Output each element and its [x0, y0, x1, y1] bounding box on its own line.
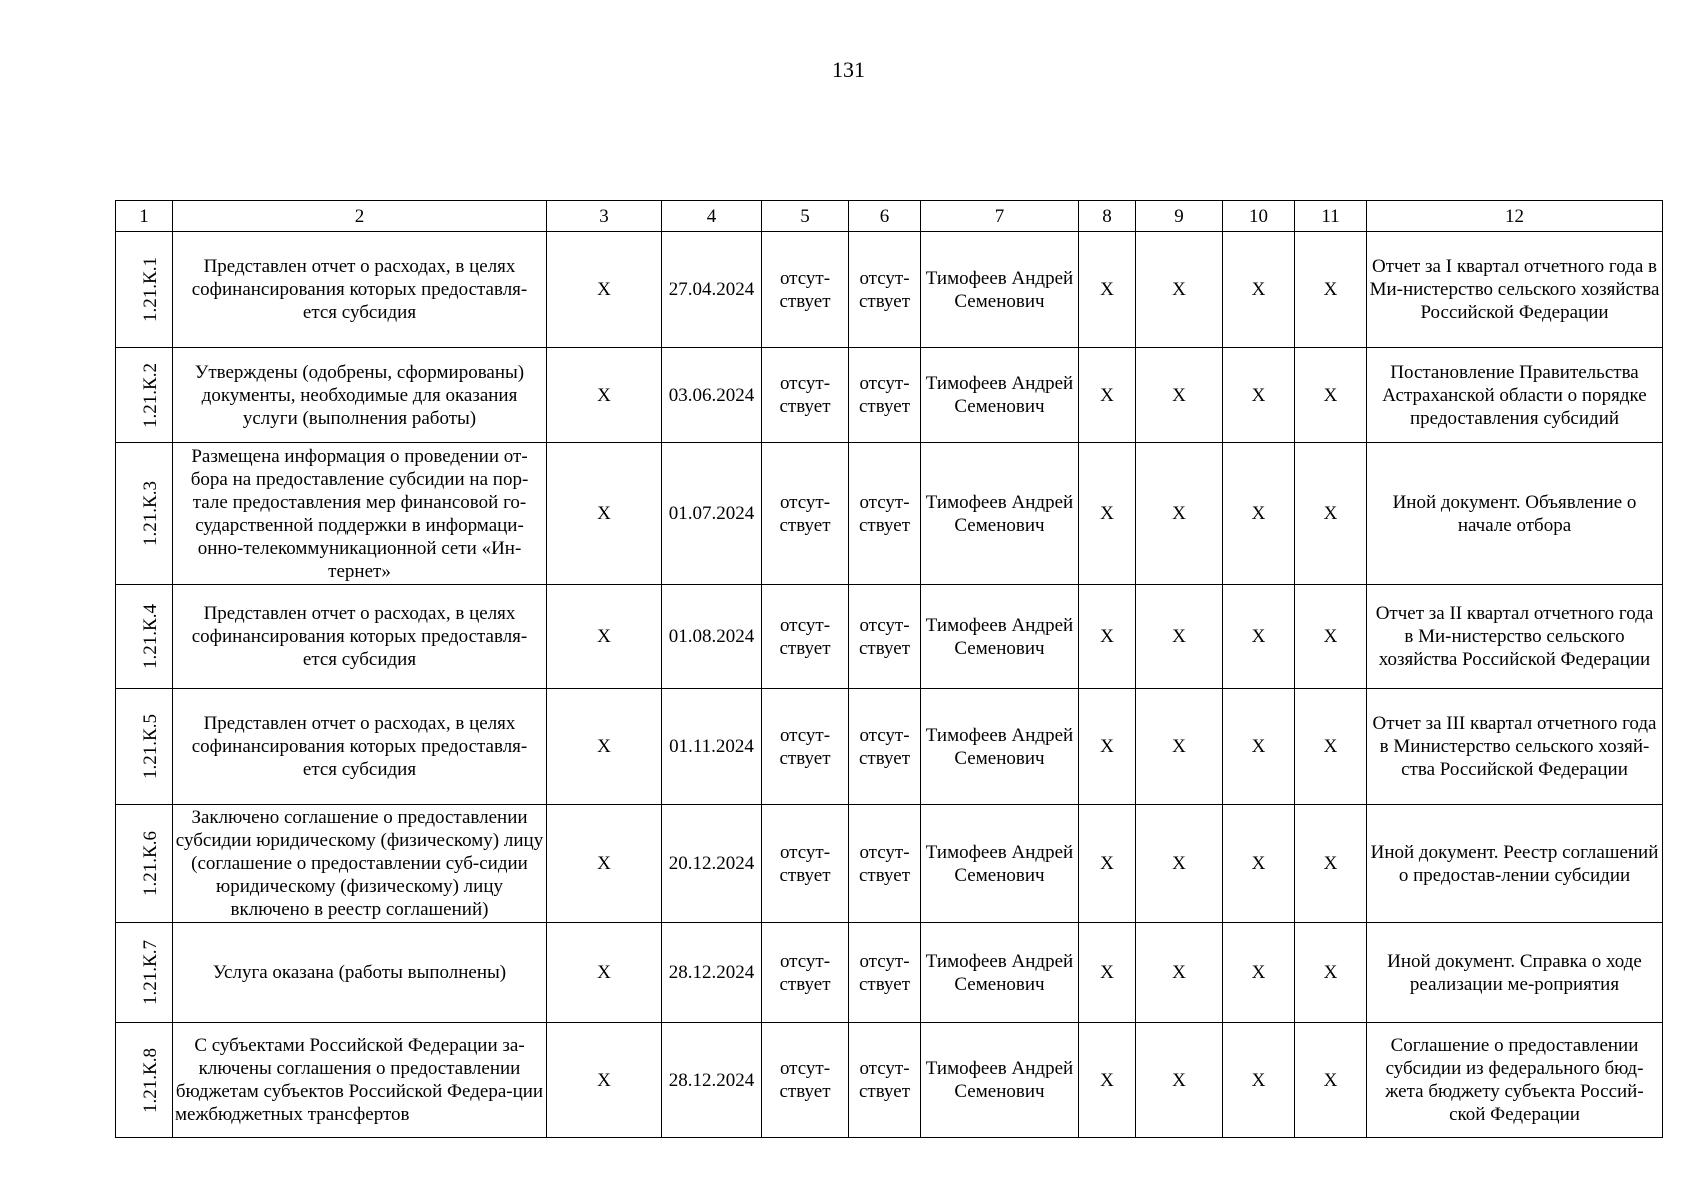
- cell-col-11: Х: [1295, 689, 1367, 805]
- cell-col-3: Х: [547, 348, 662, 443]
- column-header: 6: [849, 201, 921, 232]
- control-point-code-cell: [116, 348, 173, 443]
- cell-col-5: отсут-ствует: [762, 689, 849, 805]
- due-date: 01.08.2024: [662, 585, 762, 689]
- table-row: [116, 1023, 1663, 1138]
- column-header: 5: [762, 201, 849, 232]
- responsible-person: Тимофеев Андрей Семенович: [921, 805, 1079, 923]
- cell-col-10: Х: [1223, 805, 1295, 923]
- cell-col-9: Х: [1136, 923, 1223, 1023]
- confirming-document: Постановление Правительства Астраханской области о порядке предоставления субсидий: [1367, 348, 1663, 443]
- cell-col-3: Х: [547, 805, 662, 923]
- control-point-code: 1.21.К.5: [139, 714, 161, 779]
- cell-col-11: Х: [1295, 443, 1367, 585]
- responsible-person: Тимофеев Андрей Семенович: [921, 443, 1079, 585]
- table-row: [116, 232, 1663, 348]
- cell-col-9: Х: [1136, 805, 1223, 923]
- cell-col-6: отсут-ствует: [849, 1023, 921, 1138]
- control-point-code-cell: [116, 443, 173, 585]
- table-row: [116, 689, 1663, 805]
- cell-col-6: отсут-ствует: [849, 232, 921, 348]
- table-row: [116, 805, 1663, 923]
- cell-col-11: Х: [1295, 805, 1367, 923]
- cell-col-6: отсут-ствует: [849, 689, 921, 805]
- control-point-code: 1.21.К.4: [139, 604, 161, 669]
- cell-col-8: Х: [1079, 232, 1136, 348]
- responsible-person: Тимофеев Андрей Семенович: [921, 923, 1079, 1023]
- column-header: 8: [1079, 201, 1136, 232]
- cell-col-10: Х: [1223, 443, 1295, 585]
- table-row: [116, 443, 1663, 585]
- cell-col-3: Х: [547, 585, 662, 689]
- cell-col-8: Х: [1079, 805, 1136, 923]
- column-header: 3: [547, 201, 662, 232]
- confirming-document: Иной документ. Справка о ходе реализации ме-роприятия: [1367, 923, 1663, 1023]
- control-point-description: С субъектами Российской Федерации за-ключены соглашения о предоставлении бюджетам субъектов Российской Федера-ции межбюджетных трансфертов: [173, 1023, 547, 1138]
- control-point-code-cell: [116, 585, 173, 689]
- cell-col-3: Х: [547, 1023, 662, 1138]
- cell-col-9: Х: [1136, 689, 1223, 805]
- cell-col-3: Х: [547, 232, 662, 348]
- cell-col-3: Х: [547, 923, 662, 1023]
- control-point-description: Утверждены (одобрены, сформированы) документы, необходимые для оказания услуги (выполнения работы): [173, 348, 547, 443]
- cell-col-6: отсут-ствует: [849, 923, 921, 1023]
- column-header: 9: [1136, 201, 1223, 232]
- responsible-person: Тимофеев Андрей Семенович: [921, 689, 1079, 805]
- cell-col-9: Х: [1136, 443, 1223, 585]
- control-point-code: 1.21.К.3: [139, 481, 161, 546]
- control-point-code-cell: [116, 232, 173, 348]
- cell-col-8: Х: [1079, 689, 1136, 805]
- responsible-person: Тимофеев Андрей Семенович: [921, 585, 1079, 689]
- control-point-description: Представлен отчет о расходах, в целях софинансирования которых предоставля-ется субсидия: [173, 585, 547, 689]
- cell-col-9: Х: [1136, 585, 1223, 689]
- confirming-document: Отчет за II квартал отчетного года в Ми-нистерство сельского хозяйства Российской Федерации: [1367, 585, 1663, 689]
- confirming-document: Иной документ. Объявление о начале отбора: [1367, 443, 1663, 585]
- cell-col-5: отсут-ствует: [762, 443, 849, 585]
- control-point-code-cell: [116, 923, 173, 1023]
- confirming-document: Иной документ. Реестр соглашений о предостав-лении субсидии: [1367, 805, 1663, 923]
- table-row: [116, 923, 1663, 1023]
- control-point-code: 1.21.К.1: [139, 257, 161, 322]
- control-point-code-cell: [116, 1023, 173, 1138]
- cell-col-6: отсут-ствует: [849, 348, 921, 443]
- due-date: 28.12.2024: [662, 923, 762, 1023]
- control-point-code: 1.21.К.2: [139, 362, 161, 428]
- cell-col-10: Х: [1223, 923, 1295, 1023]
- cell-col-6: отсут-ствует: [849, 805, 921, 923]
- cell-col-11: Х: [1295, 232, 1367, 348]
- cell-col-5: отсут-ствует: [762, 232, 849, 348]
- cell-col-8: Х: [1079, 348, 1136, 443]
- control-point-description: Представлен отчет о расходах, в целях софинансирования которых предоставля-ется субсидия: [173, 689, 547, 805]
- page-number: 131: [832, 57, 865, 82]
- cell-col-5: отсут-ствует: [762, 585, 849, 689]
- column-header: 7: [921, 201, 1079, 232]
- cell-col-6: отсут-ствует: [849, 443, 921, 585]
- control-point-description: Размещена информация о проведении от-бора на предоставление субсидии на пор-тале предоставления мер финансовой го-сударственной поддержки в информаци-онно-телекоммуникационной сети «Ин-тернет»: [173, 443, 547, 585]
- cell-col-10: Х: [1223, 232, 1295, 348]
- cell-col-10: Х: [1223, 689, 1295, 805]
- control-point-code-cell: [116, 805, 173, 923]
- column-header: 4: [662, 201, 762, 232]
- column-header: 2: [173, 201, 547, 232]
- responsible-person: Тимофеев Андрей Семенович: [921, 1023, 1079, 1138]
- control-point-code: 1.21.К.7: [139, 940, 161, 1005]
- cell-col-10: Х: [1223, 1023, 1295, 1138]
- column-header: 1: [116, 201, 173, 232]
- cell-col-6: отсут-ствует: [849, 585, 921, 689]
- control-point-code: 1.21.К.6: [139, 831, 161, 896]
- cell-col-9: Х: [1136, 1023, 1223, 1138]
- due-date: 01.11.2024: [662, 689, 762, 805]
- header-row: [116, 201, 1663, 232]
- table-row: [116, 585, 1663, 689]
- due-date: 27.04.2024: [662, 232, 762, 348]
- responsible-person: Тимофеев Андрей Семенович: [921, 348, 1079, 443]
- cell-col-5: отсут-ствует: [762, 923, 849, 1023]
- table-row: [116, 348, 1663, 443]
- cell-col-11: Х: [1295, 348, 1367, 443]
- cell-col-10: Х: [1223, 348, 1295, 443]
- responsible-person: Тимофеев Андрей Семенович: [921, 232, 1079, 348]
- control-point-code: 1.21.К.8: [139, 1047, 161, 1113]
- confirming-document: Соглашение о предоставлении субсидии из федерального бюд-жета бюджету субъекта Россий-ской Федерации: [1367, 1023, 1663, 1138]
- cell-col-5: отсут-ствует: [762, 1023, 849, 1138]
- column-header: 12: [1367, 201, 1663, 232]
- cell-col-8: Х: [1079, 1023, 1136, 1138]
- cell-col-9: Х: [1136, 348, 1223, 443]
- due-date: 01.07.2024: [662, 443, 762, 585]
- confirming-document: Отчет за III квартал отчетного года в Министерство сельского хозяй-ства Российской Федерации: [1367, 689, 1663, 805]
- control-point-code-cell: [116, 689, 173, 805]
- cell-col-8: Х: [1079, 443, 1136, 585]
- cell-col-5: отсут-ствует: [762, 348, 849, 443]
- cell-col-11: Х: [1295, 585, 1367, 689]
- control-points-table: [115, 200, 1663, 1138]
- due-date: 28.12.2024: [662, 1023, 762, 1138]
- cell-col-11: Х: [1295, 923, 1367, 1023]
- cell-col-3: Х: [547, 689, 662, 805]
- control-point-description: Представлен отчет о расходах, в целях софинансирования которых предоставля-ется субсидия: [173, 232, 547, 348]
- cell-col-9: Х: [1136, 232, 1223, 348]
- cell-col-8: Х: [1079, 585, 1136, 689]
- column-header: 11: [1295, 201, 1367, 232]
- column-header: 10: [1223, 201, 1295, 232]
- cell-col-10: Х: [1223, 585, 1295, 689]
- cell-col-5: отсут-ствует: [762, 805, 849, 923]
- due-date: 03.06.2024: [662, 348, 762, 443]
- cell-col-8: Х: [1079, 923, 1136, 1023]
- due-date: 20.12.2024: [662, 805, 762, 923]
- control-point-description: Услуга оказана (работы выполнены): [173, 923, 547, 1023]
- cell-col-3: Х: [547, 443, 662, 585]
- confirming-document: Отчет за I квартал отчетного года в Ми-нистерство сельского хозяйства Российской Федерации: [1367, 232, 1663, 348]
- cell-col-11: Х: [1295, 1023, 1367, 1138]
- control-point-description: Заключено соглашение о предоставлении субсидии юридическому (физическому) лицу (соглашение о предоставлении суб-сидии юридическому (физическому) лицу включено в реестр соглашений): [173, 805, 547, 923]
